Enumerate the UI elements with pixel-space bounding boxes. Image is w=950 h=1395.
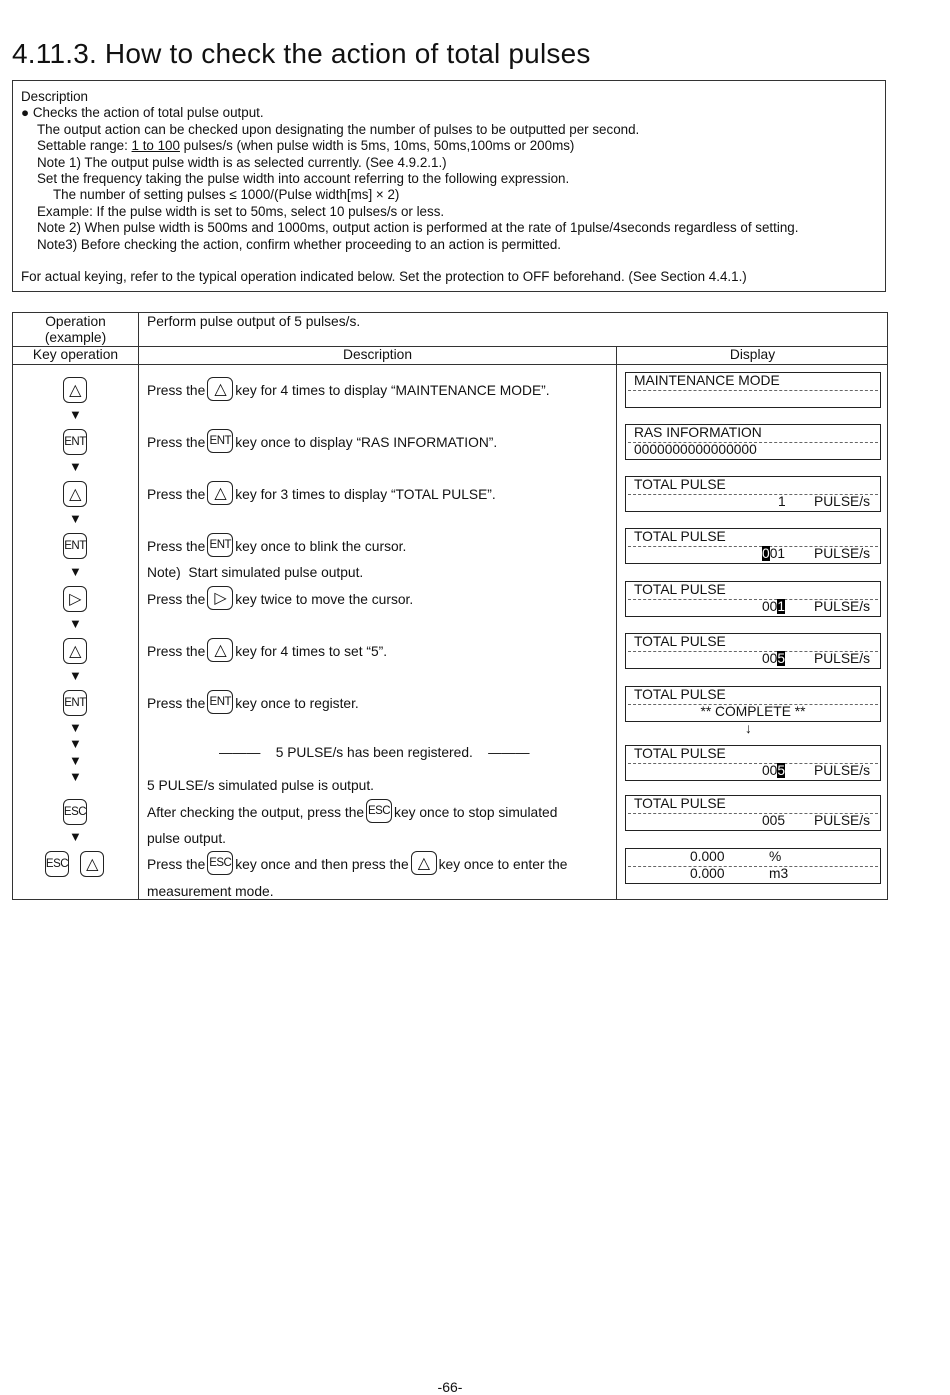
cursor-highlight: 5: [777, 651, 786, 666]
step-1: Press the △ key for 4 times to display “MAINTENANCE MODE”.: [147, 376, 550, 404]
bullet-icon: ●: [21, 105, 30, 120]
description-line1: The output action can be checked upon designating the number of pulses to be outputted per second.: [37, 122, 640, 137]
header-description: Description: [342, 347, 412, 362]
step-6: Press the △ key for 4 times to set “5”.: [147, 637, 387, 665]
ent-key-button[interactable]: ENT: [63, 690, 87, 716]
note2: Note 2) When pulse width is 500ms and 1000ms, output action is performed at the rate of 1pulse/4seconds regardless of setting.: [37, 220, 799, 235]
ent-key-button[interactable]: ENT: [63, 429, 87, 455]
cursor-highlight: 1: [777, 599, 786, 614]
description-heading: Description: [21, 89, 88, 104]
up-key-button[interactable]: [80, 851, 104, 877]
triangle-up-icon: △: [69, 382, 81, 399]
frequency-line: Set the frequency taking the pulse width into account referring to the following expression.: [37, 171, 570, 186]
up-key-button[interactable]: [63, 638, 87, 664]
bullet-text: Checks the action of total pulse output.: [32, 105, 264, 120]
triangle-up-icon: △: [69, 486, 81, 503]
range-suffix: pulses/s (when pulse width is 5ms, 10ms, 50ms,100ms or 200ms): [179, 138, 575, 153]
triangle-up-icon: △: [69, 643, 81, 660]
step-9: After checking the output, press the ESC key once to stop simulated: [147, 798, 557, 826]
esc-key-button[interactable]: ESC: [63, 799, 87, 825]
down-arrow-icon: ▼: [69, 407, 82, 422]
settable-range-line: [37, 138, 574, 154]
step-7: Press the ENT key once to register.: [147, 689, 359, 717]
header-key-operation: Key operation: [32, 347, 119, 362]
page-number: -66-: [437, 1379, 463, 1395]
step-4: Press the ENT key once to blink the cursor.: [147, 532, 406, 560]
esc-key-button[interactable]: ESC: [45, 851, 69, 877]
expression-line: The number of setting pulses ≤ 1000/(Pulse width[ms] × 2): [53, 187, 400, 202]
lcd-display: 0.000 % 0.000 m3: [625, 848, 881, 884]
lcd-display: TOTAL PULSE 005 PULSE/s: [625, 745, 881, 781]
lcd-display: TOTAL PULSE 001 PULSE/s: [625, 581, 881, 617]
cursor-highlight: 0: [762, 546, 770, 561]
up-key-button[interactable]: [207, 377, 233, 401]
operation-value: Perform pulse output of 5 pulses/s.: [147, 314, 361, 329]
right-key-button[interactable]: [63, 586, 87, 612]
ent-key-button[interactable]: ENT: [207, 690, 233, 714]
step-10: Press the ESC key once and then press the △ key once to enter the: [147, 850, 567, 878]
esc-key-button[interactable]: ESC: [207, 851, 233, 875]
down-arrow-icon: ↓: [745, 721, 752, 736]
lcd-display: TOTAL PULSE 1 PULSE/s: [625, 476, 881, 512]
ent-key-button[interactable]: ENT: [207, 429, 233, 453]
lcd-display: TOTAL PULSE 001 PULSE/s: [625, 528, 881, 564]
lcd-display: TOTAL PULSE ** COMPLETE **: [625, 686, 881, 722]
triangle-up-icon: △: [214, 485, 227, 502]
step-5: Press the ▷ key twice to move the cursor.: [147, 585, 413, 613]
keying-line: For actual keying, refer to the typical operation indicated below. Set the protection to OFF beforehand. (See Section 4.4.1.): [21, 269, 747, 284]
down-arrow-icon: ▼: [69, 769, 82, 784]
triangle-up-icon: △: [214, 381, 227, 398]
header-display: Display: [729, 347, 776, 362]
triangle-up-icon: △: [86, 856, 98, 873]
description-bullet-line: [21, 105, 264, 121]
esc-key-button[interactable]: ESC: [366, 799, 392, 823]
up-key-button[interactable]: [63, 481, 87, 507]
lcd-display: TOTAL PULSE 005 PULSE/s: [625, 795, 881, 831]
triangle-right-icon: ▷: [69, 591, 81, 608]
down-arrow-icon: ▼: [69, 720, 82, 735]
operation-table: [12, 312, 888, 900]
step-9-cont: pulse output.: [147, 831, 227, 846]
step-3: Press the △ key for 3 times to display “TOTAL PULSE”.: [147, 480, 496, 508]
step-2: Press the ENT key once to display “RAS INFORMATION”.: [147, 428, 497, 456]
lcd-display: MAINTENANCE MODE: [625, 372, 881, 408]
lcd-display: TOTAL PULSE 005 PULSE/s: [625, 633, 881, 669]
range-prefix: Settable range:: [37, 138, 132, 153]
down-arrow-icon: ▼: [69, 736, 82, 751]
down-arrow-icon: ▼: [69, 511, 82, 526]
cursor-highlight: 5: [777, 763, 786, 778]
lcd-display: RAS INFORMATION 0000000000000000: [625, 424, 881, 460]
triangle-up-icon: △: [214, 642, 227, 659]
range-value: 1 to 100: [131, 138, 180, 153]
operation-label: Operation (example): [44, 314, 107, 345]
down-arrow-icon: ▼: [69, 564, 82, 579]
step-8-output: 5 PULSE/s simulated pulse is output.: [147, 778, 375, 793]
down-arrow-icon: ▼: [69, 829, 82, 844]
ent-key-button[interactable]: ENT: [63, 533, 87, 559]
step-4-note: Note) Start simulated pulse output.: [147, 565, 364, 580]
page-title: 4.11.3. How to check the action of total pulses: [12, 38, 591, 69]
up-key-button[interactable]: [207, 638, 233, 662]
note1: Note 1) The output pulse width is as selected currently. (See 4.9.2.1.): [37, 155, 447, 170]
right-key-button[interactable]: [207, 586, 233, 610]
triangle-up-icon: △: [417, 855, 430, 872]
down-arrow-icon: ▼: [69, 753, 82, 768]
down-arrow-icon: ▼: [69, 616, 82, 631]
triangle-right-icon: ▷: [214, 590, 227, 607]
down-arrow-icon: ▼: [69, 459, 82, 474]
up-key-button[interactable]: [411, 851, 437, 875]
up-key-button[interactable]: [63, 377, 87, 403]
example-line: Example: If the pulse width is set to 50ms, select 10 pulses/s or less.: [37, 204, 445, 219]
up-key-button[interactable]: [207, 481, 233, 505]
description-box: [12, 80, 886, 292]
registered-banner: ——— 5 PULSE/s has been registered. ———: [219, 745, 530, 760]
step-10-cont: measurement mode.: [147, 884, 274, 899]
note3: Note3) Before checking the action, confirm whether proceeding to an action is permitted.: [37, 237, 562, 252]
ent-key-button[interactable]: ENT: [207, 533, 233, 557]
down-arrow-icon: ▼: [69, 668, 82, 683]
